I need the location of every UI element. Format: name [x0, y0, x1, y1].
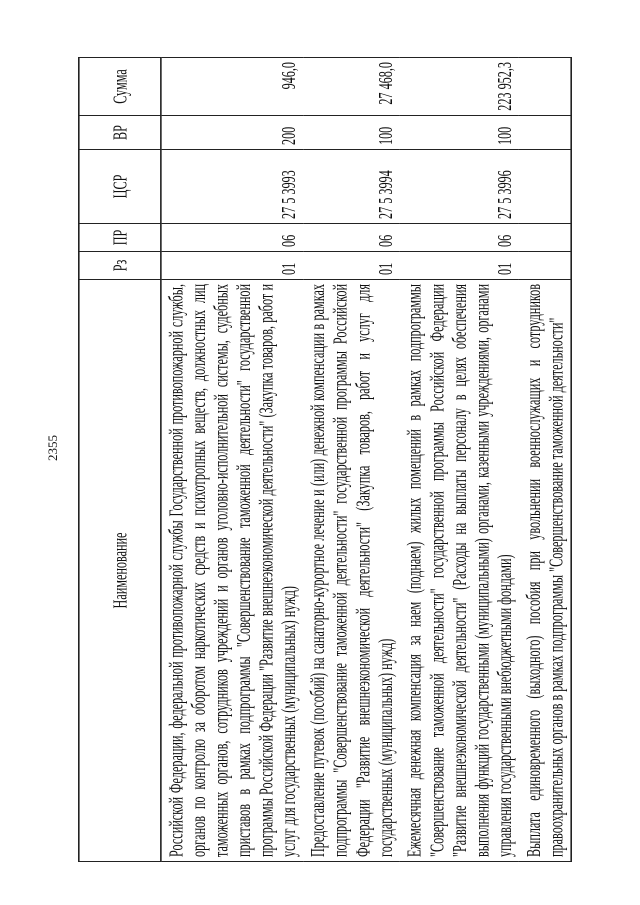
row-vr: 100	[303, 116, 400, 150]
row-rz: 01	[303, 252, 400, 280]
header-csr: ЦСР	[79, 150, 161, 224]
row-rz: 01	[400, 252, 519, 280]
header-name: Наименование	[79, 280, 161, 862]
row-csr: 27 5 3994	[303, 150, 400, 224]
table-row	[519, 58, 571, 862]
header-pr: ПР	[79, 224, 161, 252]
row-name: Выплата единовременного (выходного) пособия при увольнении военнослужащих и сотрудников правоохранительных органов в рамках подпрограммы "Совершенствование таможенной деятельности"	[519, 280, 571, 862]
row-pr: 06	[400, 224, 519, 252]
row-sum: 27 468,0	[303, 58, 400, 116]
row-pr	[519, 224, 571, 252]
row-rz	[519, 252, 571, 280]
budget-table	[78, 57, 572, 862]
header-rz: Рз	[79, 252, 161, 280]
row-vr	[519, 116, 571, 150]
header-vr: ВР	[79, 116, 161, 150]
row-pr: 06	[303, 224, 400, 252]
row-csr	[519, 150, 571, 224]
row-name: Ежемесячная денежная компенсация за наем (поднаем) жилых помещений в рамках подпрограммы "Совершенствование таможенной деятельности" государственной программы Российской Федерации "Развитие внешнеэкономической деятельности" (Расходы на выплаты персоналу в целях обеспечения выполнения функций государственными (муниципальными) органами, казенными учреждениями, органами управления государственными внебюджетными фондами)	[400, 280, 519, 862]
table-row	[161, 58, 303, 862]
row-csr: 27 5 3996	[400, 150, 519, 224]
table-header-row	[79, 58, 161, 862]
row-pr: 06	[161, 224, 303, 252]
table-row	[400, 58, 519, 862]
row-sum: 223 952,3	[400, 58, 519, 116]
row-csr: 27 5 3993	[161, 150, 303, 224]
row-rz: 01	[161, 252, 303, 280]
page-number: 2355	[45, 435, 60, 461]
header-sum: Сумма	[79, 58, 161, 116]
row-vr: 100	[400, 116, 519, 150]
row-name: Российской Федерации, федеральной противопожарной службы Государственной противопожарной службы, органов по контролю за оборотом наркотических средств и психотропных веществ, должностных лиц таможенных органов, сотрудников учреждений и органов уголовно-исполнительной системы, судебных приставов в рамках подпрограммы "Совершенствование таможенной деятельности" государственной программы Российской Федерации "Развитие внешнеэкономической деятельности" (Закупка товаров, работ и услуг для государственных (муниципальных) нужд)	[161, 280, 303, 862]
table-row	[303, 58, 400, 862]
row-sum	[519, 58, 571, 116]
row-vr: 200	[161, 116, 303, 150]
rotated-table-container	[78, 57, 572, 862]
row-name: Предоставление путевок (пособий) на санаторно-курортное лечение и (или) денежной компенсации в рамках подпрограммы "Совершенствование таможенной деятельности" государственной программы Российской Федерации "Развитие внешнеэкономической деятельности" (Закупка товаров, работ и услуг для государственных (муниципальных) нужд)	[303, 280, 400, 862]
row-sum: 946,0	[161, 58, 303, 116]
